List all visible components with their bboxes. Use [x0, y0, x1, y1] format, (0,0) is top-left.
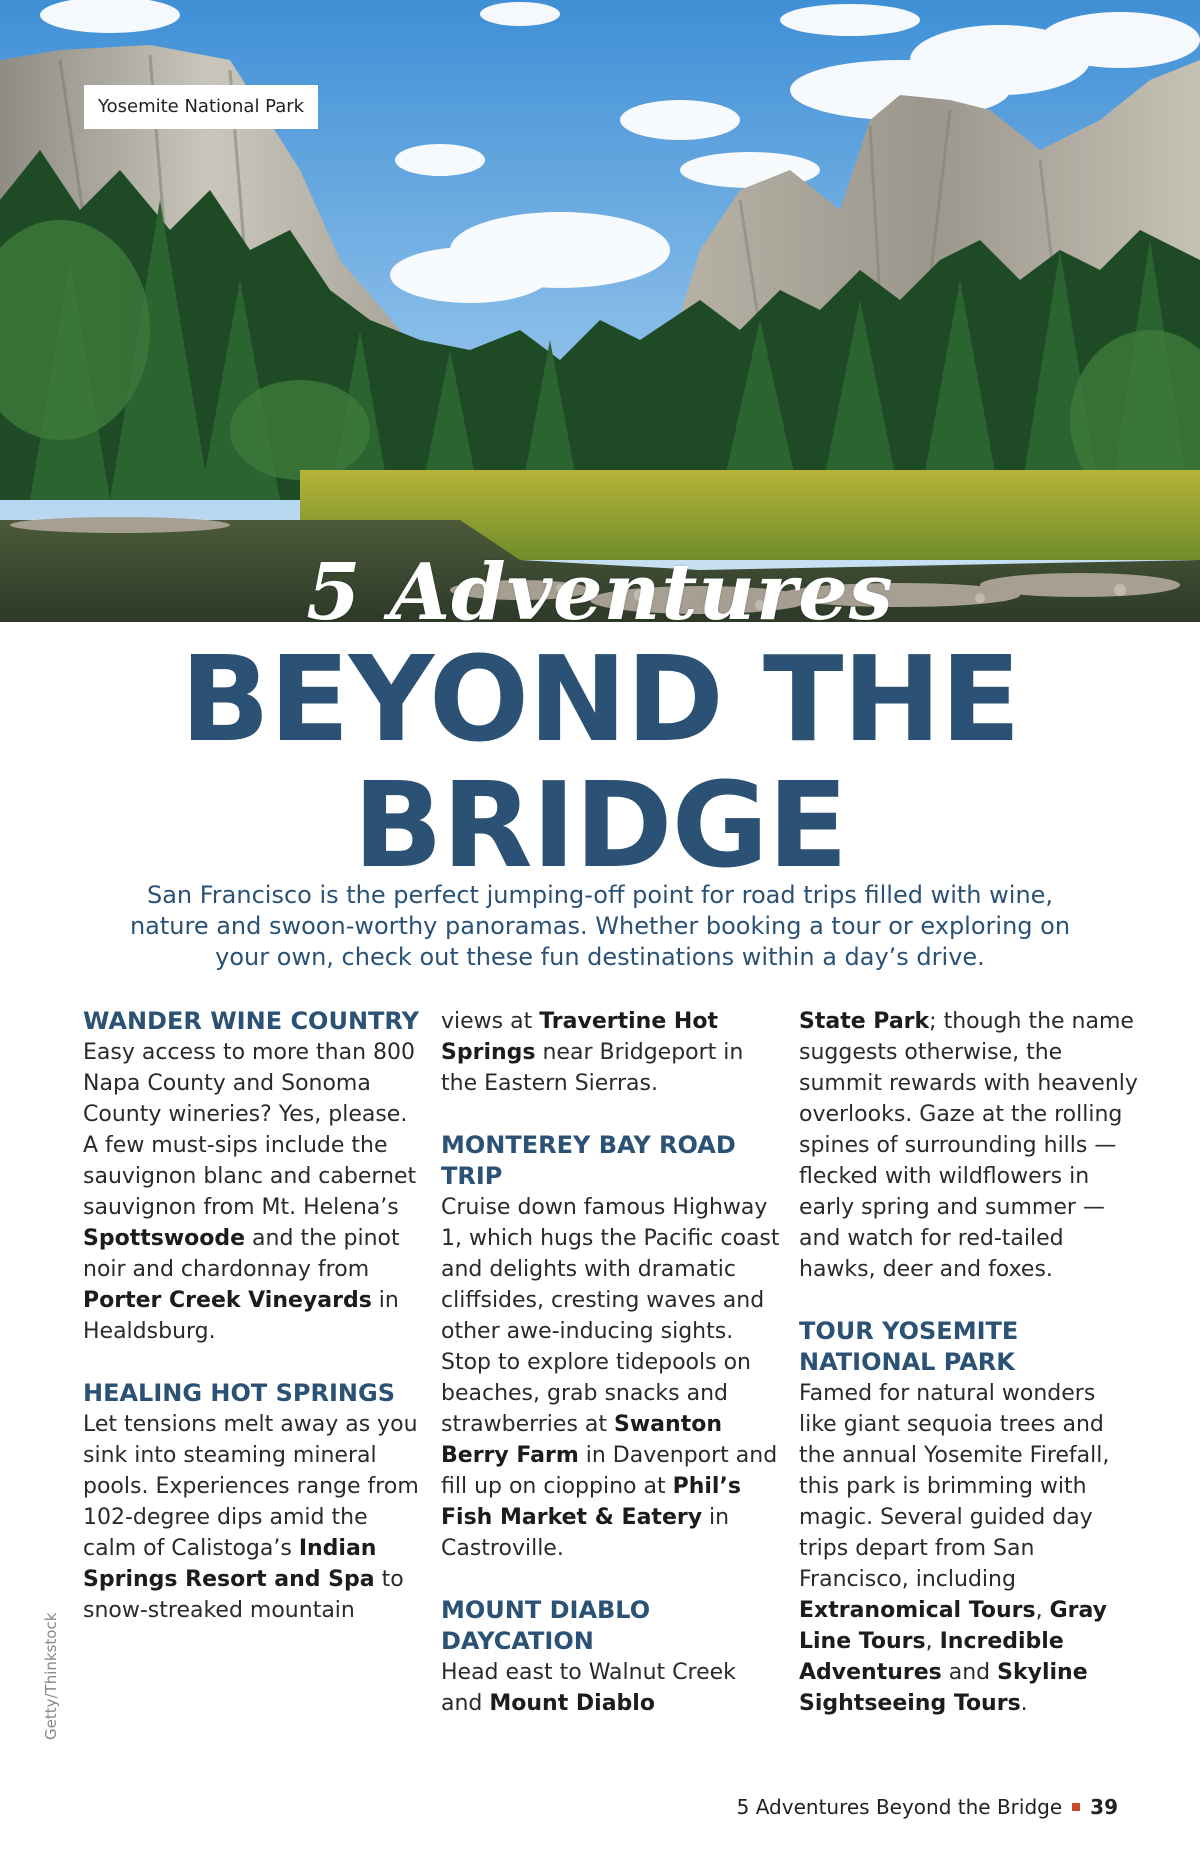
- column-1: [83, 1006, 423, 1626]
- venue-name: Gray Line Tours: [799, 1598, 1107, 1654]
- text-run: and: [941, 1660, 998, 1685]
- text-run: in Davenport and fill up on cioppino at: [441, 1443, 778, 1499]
- text-run: ,: [1035, 1598, 1050, 1623]
- text-run: to snow-streaked mountain: [83, 1567, 404, 1623]
- venue-name: Extranomical Tours: [799, 1598, 1036, 1623]
- column-2: [441, 1006, 781, 1719]
- venue-name: Travertine Hot Springs: [441, 1009, 718, 1065]
- column-3: [799, 1006, 1139, 1719]
- section-title-yosemite: TOUR YOSEMITE NATIONAL PARK: [799, 1317, 1019, 1376]
- text-run: views at: [441, 1009, 540, 1034]
- section-title-monterey: MONTEREY BAY ROAD TRIP: [441, 1131, 736, 1190]
- venue-name: Phil’s Fish Market & Eatery: [441, 1474, 741, 1530]
- text-run: in Healdsburg.: [83, 1288, 399, 1344]
- page-headline: [0, 630, 1200, 894]
- section-title-diablo: MOUNT DIABLO DAYCATION: [441, 1596, 651, 1655]
- text-run: Famed for natural wonders like giant sequoia trees and the annual Yosemite Firefall, this park is brimming with magic. Several guided day trips depart from San Francisco, including: [799, 1381, 1110, 1592]
- intro-paragraph: San Francisco is the perfect jumping-off point for road trips filled with wine, nature and swoon-worthy panoramas. Whether booking a tour or exploring on your own, check out these fun destinations within a day’s drive.: [129, 881, 1071, 971]
- section-title-springs: HEALING HOT SPRINGS: [83, 1379, 395, 1407]
- venue-name: State Park: [799, 1009, 930, 1034]
- text-run: ; though the name suggests otherwise, the summit rewards with heavenly overlooks. Gaze at the rolling spines of surrounding hills — flecked with wildflowers in early spring and summer — and watch for red-tailed hawks, deer and foxes.: [799, 1009, 1138, 1282]
- venue-name: Spottswoode: [83, 1226, 246, 1251]
- text-run: in Castroville.: [441, 1505, 730, 1561]
- section-body-monterey: [441, 1192, 781, 1564]
- page-footer: [737, 1795, 1118, 1819]
- text-run: Cruise down famous Highway 1, which hugs the Pacific coast and delights with dramatic cliffsides, cresting waves and other awe-inducing sights. Stop to explore tidepools on beaches, grab snacks and strawberries at: [441, 1195, 780, 1437]
- section-body-springs-part2: [441, 1006, 781, 1099]
- headline-line-1: BEYOND THE: [180, 630, 1020, 768]
- photo-caption: Yosemite National Park: [84, 85, 318, 129]
- text-run: and the pinot noir and chardonnay from: [83, 1226, 400, 1282]
- photo-credit: Getty/Thinkstock: [42, 1612, 60, 1740]
- venue-name: Incredible Adventures: [799, 1629, 1064, 1685]
- venue-name: Indian Springs Resort and Spa: [83, 1536, 377, 1592]
- text-run: Head east to Walnut Creek and: [441, 1660, 736, 1716]
- footer-square-icon: [1072, 1803, 1080, 1811]
- venue-name: Mount Diablo: [489, 1691, 655, 1716]
- footer-title: 5 Adventures Beyond the Bridge: [736, 1795, 1063, 1819]
- headline-line-2: BRIDGE: [352, 756, 848, 894]
- page-number: 39: [1090, 1795, 1118, 1819]
- section-title-wine: WANDER WINE COUNTRY: [83, 1007, 419, 1035]
- text-run: .: [1020, 1691, 1028, 1716]
- kicker-title: 5 Adventures: [306, 547, 894, 638]
- section-body-springs-part1: [83, 1409, 423, 1626]
- text-run: near Bridgeport in the Eastern Sierras.: [441, 1040, 744, 1096]
- text-run: ,: [925, 1629, 940, 1654]
- venue-name: Skyline Sightseeing Tours: [799, 1660, 1088, 1716]
- hero-photo: [0, 0, 1200, 622]
- text-run: Let tensions melt away as you sink into steaming mineral pools. Experiences range from 102-degree dips amid the calm of Calistoga’s: [83, 1412, 419, 1561]
- venue-name: Porter Creek Vineyards: [83, 1288, 372, 1313]
- venue-name: Swanton Berry Farm: [441, 1412, 722, 1468]
- text-run: Easy access to more than 800 Napa County and Sonoma County wineries? Yes, please. A few must-sips include the sauvignon blanc and cabernet sauvignon from Mt. Helena’s: [83, 1040, 417, 1220]
- section-body-diablo-part1: [441, 1657, 781, 1719]
- section-body-diablo-part2: [799, 1006, 1139, 1285]
- section-body-wine: [83, 1037, 423, 1347]
- section-body-yosemite: [799, 1378, 1139, 1719]
